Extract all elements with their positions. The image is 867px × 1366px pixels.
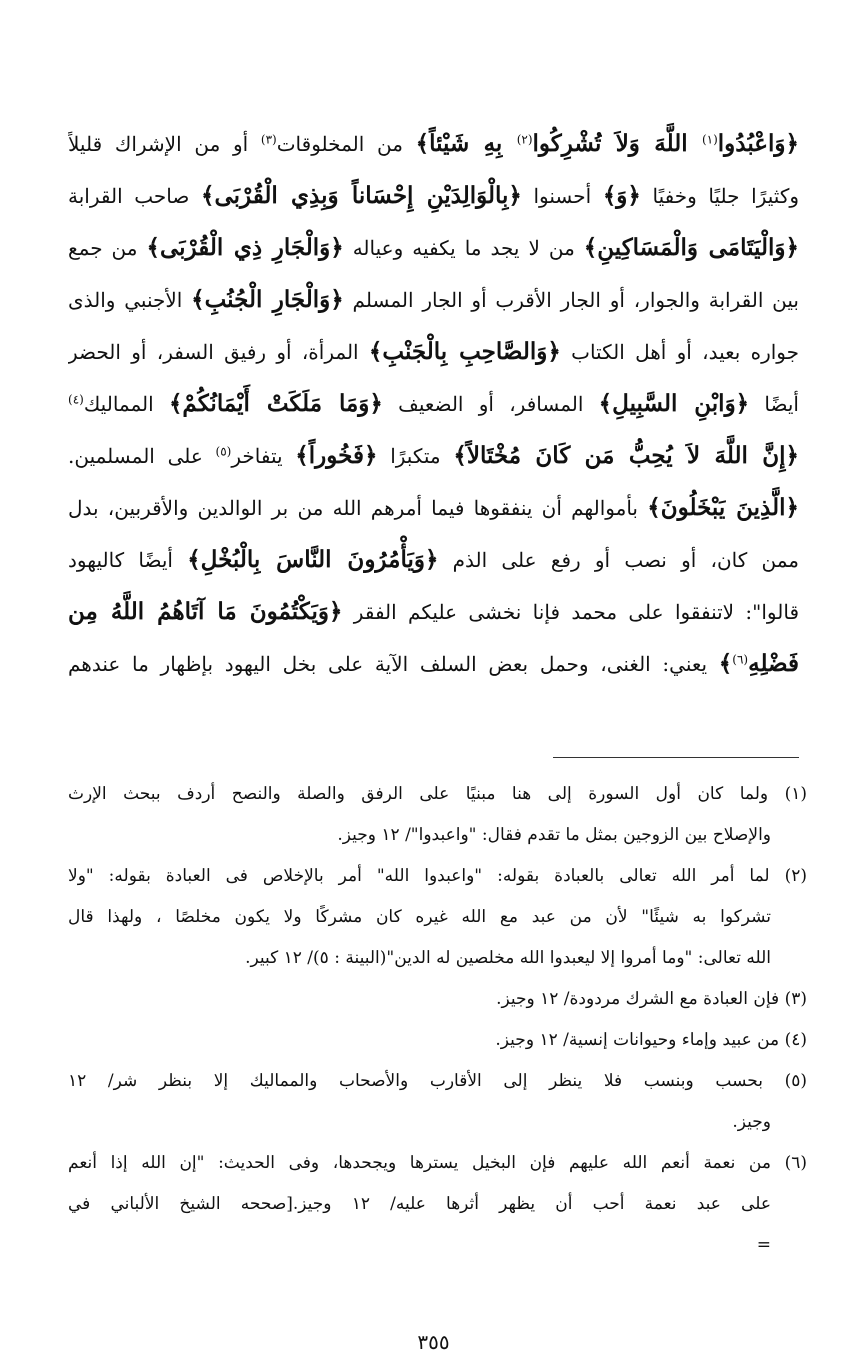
- footnote-line: [68, 815, 807, 856]
- footnote: [68, 979, 807, 1020]
- text-line: [68, 170, 799, 222]
- footnote-line: [68, 1061, 807, 1102]
- footnote-text: تشركوا به شيئًا" لأن من عبد مع الله غيره كان مشركًا ولا يكون مخلصًا ، ولهذا قال: [68, 907, 771, 927]
- quran-text: ﴿وَيَأْمُرُونَ النَّاسَ بِالْبُخْلِ﴾: [187, 546, 439, 573]
- footnote-text: وجيز.: [732, 1112, 771, 1132]
- quran-text: ﴿إِنَّ اللَّهَ لاَ يُحِبُّ مَن كَانَ مُخْتَالاً﴾: [453, 442, 799, 469]
- quran-text: ﴿الَّذِينَ يَبْخَلُونَ﴾: [647, 494, 799, 521]
- commentary-text: وكثيرًا جليًا وخفيًا: [640, 184, 799, 208]
- quran-text: ﴿وَالْجَارِ ذِي الْقُرْبَى﴾: [146, 234, 344, 261]
- footnote-number: (٢): [784, 866, 807, 886]
- quran-text: ﴿وَاعْبُدُوا: [717, 130, 799, 157]
- commentary-text: على المسلمين.: [68, 444, 216, 468]
- footnote-line: [68, 897, 807, 938]
- commentary-text: من المخلوقات: [276, 132, 416, 156]
- commentary-text: أيضًا: [749, 392, 799, 416]
- commentary-text: أيضًا كاليهود: [68, 548, 188, 572]
- commentary-text: يعني: الغنى، وحمل بعض السلف الآية على بخل اليهود بإظهار ما عندهم: [68, 652, 719, 676]
- text-line: [68, 534, 799, 586]
- footnote: [68, 1061, 807, 1143]
- footnote-number: (١): [784, 784, 807, 804]
- quran-text: ﴿بِالْوَالِدَيْنِ إِحْسَاناً وَبِذِي الْقُرْبَى﴾: [200, 182, 522, 209]
- footnote: [68, 774, 807, 856]
- footnote-text: والإصلاح بين الزوجين بمثل ما تقدم فقال: "واعبدوا"/ ١٢ وجيز.: [337, 825, 771, 845]
- footnote-number: (٥): [784, 1071, 807, 1091]
- text-line: [68, 482, 799, 534]
- text-line: [68, 326, 799, 378]
- commentary-text: المسافر، أو الضعيف: [382, 392, 599, 416]
- quran-text: ﴿وَابْنِ السَّبِيلِ﴾: [598, 390, 750, 417]
- text-line: [68, 586, 799, 638]
- quran-text: ﴿وَالْيَتَامَى وَالْمَسَاكِينِ﴾: [583, 234, 799, 261]
- quran-text: اللَّهَ وَلاَ تُشْرِكُوا: [532, 130, 702, 157]
- quran-text: بِهِ شَيْئاً﴾: [415, 130, 517, 157]
- text-line: [68, 430, 799, 482]
- footnote-text: =: [756, 1235, 771, 1255]
- footnote-text: بحسب وبنسب فلا ينظر إلى الأقارب والأصحاب والمماليك إلا بنظر شر/ ١٢: [68, 1071, 763, 1091]
- text-line: [68, 222, 799, 274]
- commentary-text: من لا يجد ما يكفيه وعياله: [343, 236, 584, 260]
- commentary-text: المماليك: [83, 392, 169, 416]
- footnote-marker: (١): [701, 132, 718, 147]
- footnote-text: فإن العبادة مع الشرك مردودة/ ١٢ وجيز.: [496, 989, 780, 1009]
- footnotes-section: [68, 774, 807, 1266]
- text-line: [68, 118, 799, 170]
- footnote-number: (٦): [784, 1153, 807, 1173]
- main-text-body: [68, 118, 799, 690]
- footnote-marker: (٥): [215, 444, 232, 459]
- commentary-text: متكبرًا: [377, 444, 454, 468]
- commentary-text: المرأة، أو رفيق السفر، أو الحضر: [68, 340, 369, 364]
- commentary-text: ممن كان، أو نصب أو رفع على الذم: [438, 548, 799, 572]
- footnote-number: (٤): [784, 1030, 807, 1050]
- footnote-line: [68, 1102, 807, 1143]
- commentary-text: بأموالهم أن ينفقوها فيما أمرهم الله من بر الوالدين والأقربين، بدل: [68, 496, 648, 520]
- footnote-line: [68, 979, 807, 1020]
- quran-text: ﴿وَيَكْتُمُونَ مَا آتَاهُمُ اللَّهُ مِن: [68, 598, 343, 625]
- footnote-line: [68, 856, 807, 897]
- footnote-line: [68, 1143, 807, 1184]
- footnote-text: من نعمة أنعم الله عليهم فإن البخيل يسترها ويجحدها، وفى الحديث: "إن الله إذا أنعم: [68, 1153, 771, 1173]
- footnote-marker: (٢): [516, 132, 533, 147]
- quran-text: ﴿وَالصَّاحِبِ بِالْجَنْبِ﴾: [368, 338, 561, 365]
- commentary-text: قالوا": لاتنفقوا على محمد فإنا نخشى عليكم الفقر: [342, 600, 799, 624]
- footnote-text: على عبد نعمة أحب أن يظهر أثرها عليه/ ١٢ وجيز.[صححه الشيخ الألباني في: [68, 1194, 771, 1214]
- footnote: [68, 856, 807, 979]
- footnote-number: (٣): [784, 989, 807, 1009]
- quran-text: فَضْلِهِ: [748, 650, 799, 677]
- quran-text: ﴿وَ﴾: [602, 182, 641, 209]
- page-number: ٣٥٥: [417, 1330, 450, 1354]
- footnote-text: ولما كان أول السورة إلى هنا مبنيًا على الرفق والصلة والنصح أردف ببحث الإرث: [68, 784, 769, 804]
- commentary-text: يتفاخر: [231, 444, 296, 468]
- text-line: [68, 274, 799, 326]
- footnote-line: [68, 774, 807, 815]
- footnote-marker: (٣): [260, 132, 277, 147]
- footnote: [68, 1143, 807, 1266]
- commentary-text: بين القرابة والجوار، أو الجار الأقرب أو الجار المسلم: [343, 288, 799, 312]
- footnote-text: الله تعالى: "وما أمروا إلا ليعبدوا الله مخلصين له الدين"(البينة : ٥)/ ١٢ كبير.: [245, 948, 771, 968]
- commentary-text: صاحب القرابة: [68, 184, 201, 208]
- footnote-text: من عبيد وإماء وحيوانات إنسية/ ١٢ وجيز.: [495, 1030, 780, 1050]
- commentary-text: أو من الإشراك قليلاً: [68, 132, 261, 156]
- footnote-line: [68, 1225, 807, 1266]
- footnote-separator: [553, 757, 799, 758]
- commentary-text: من جمع: [68, 236, 147, 260]
- quran-text: ﴿وَمَا مَلَكَتْ أَيْمَانُكُمْ﴾: [168, 390, 383, 417]
- commentary-text: جواره بعيد، أو أهل الكتاب: [560, 340, 799, 364]
- footnote-line: [68, 1184, 807, 1225]
- text-line: [68, 638, 799, 690]
- footnote-line: [68, 1020, 807, 1061]
- quran-text: ﴾: [718, 650, 733, 677]
- footnote-text: لما أمر الله تعالى بالعبادة بقوله: "واعبدوا الله" أمر بالإخلاص فى العبادة بقوله: "ولا: [68, 866, 770, 886]
- commentary-text: أحسنوا: [521, 184, 603, 208]
- footnote-marker: (٦): [732, 652, 749, 667]
- commentary-text: الأجنبي والذى: [68, 288, 192, 312]
- footnote-line: [68, 938, 807, 979]
- quran-text: ﴿فَخُوراً﴾: [295, 442, 378, 469]
- footnote-marker: (٤): [68, 392, 84, 407]
- footnote: [68, 1020, 807, 1061]
- quran-text: ﴿وَالْجَارِ الْجُنُبِ﴾: [191, 286, 344, 313]
- text-line: [68, 378, 799, 430]
